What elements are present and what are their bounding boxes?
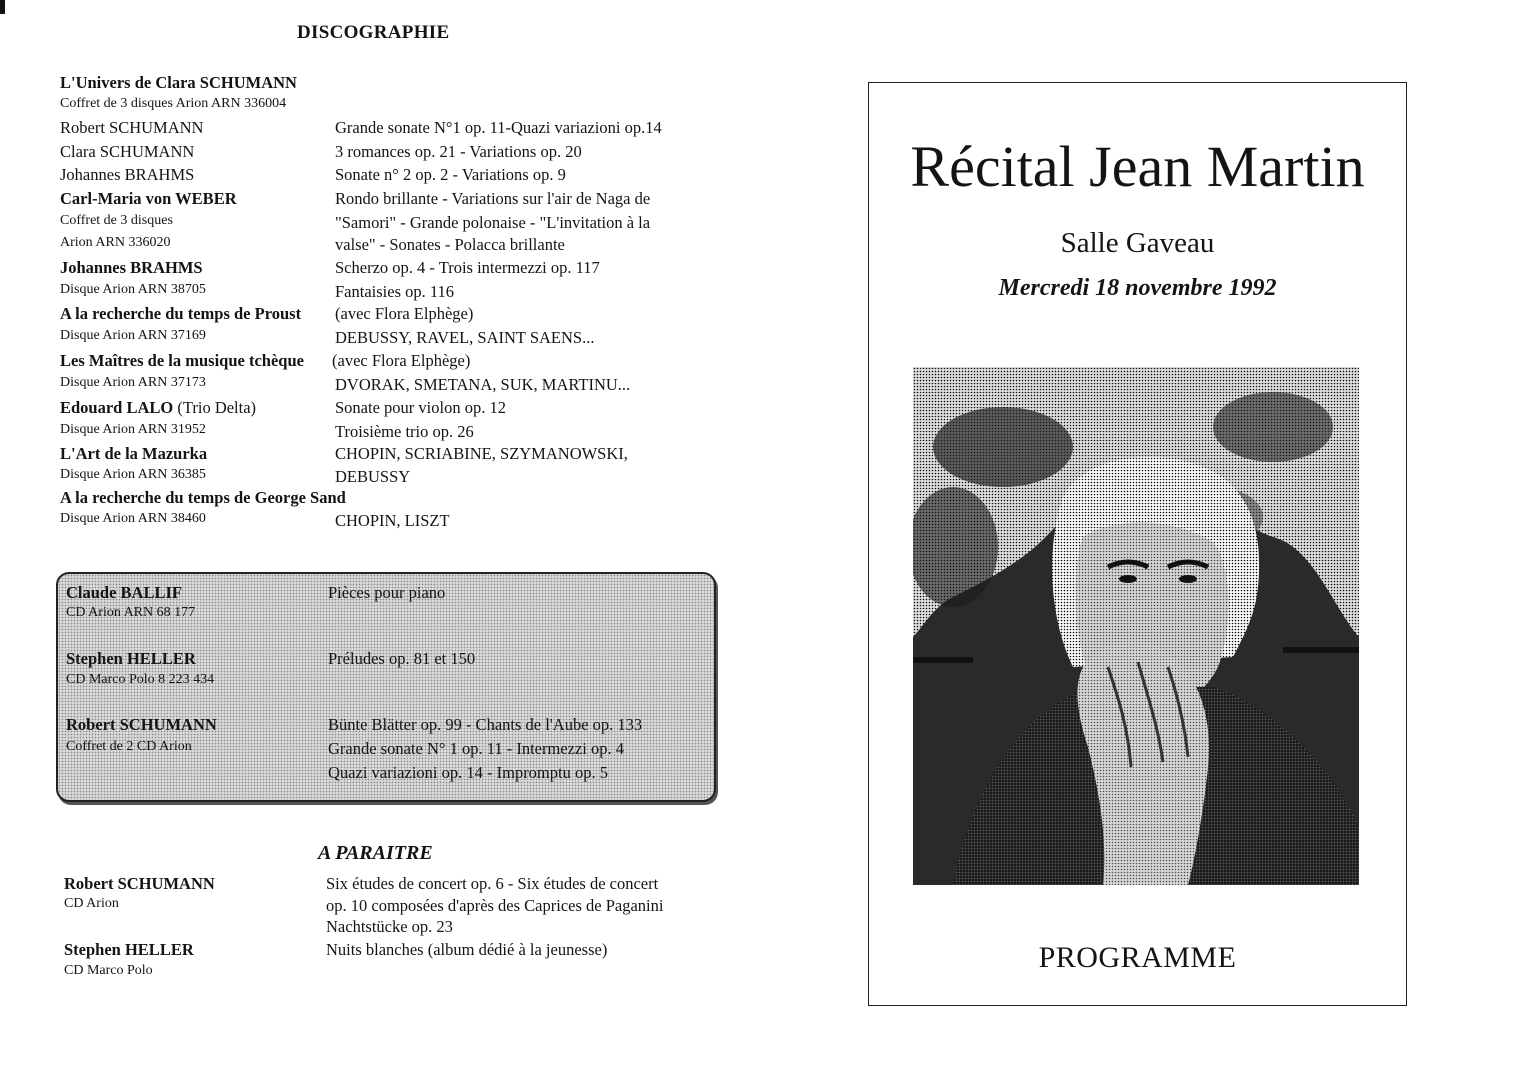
box-works: Bünte Blätter op. 99 - Chants de l'Aube op. 133	[328, 715, 643, 734]
upcoming-works: Six études de concert op. 6 - Six études de concert	[326, 874, 659, 893]
disco-row	[0, 351, 760, 373]
disco-row	[0, 73, 760, 95]
disco-album-ref: Disque Arion ARN 38705	[60, 282, 206, 297]
box-row	[58, 605, 714, 627]
upcoming-row	[0, 896, 760, 918]
disco-row	[0, 235, 760, 257]
disco-composer: Clara SCHUMANN	[60, 142, 195, 161]
box-ref: Coffret de 2 CD Arion	[66, 739, 192, 754]
disco-works: Sonate pour violon op. 12	[335, 398, 506, 417]
disco-works: CHOPIN, LISZT	[335, 511, 450, 530]
box-row	[58, 715, 714, 737]
box-row	[58, 583, 714, 605]
disco-works: valse" - Sonates - Polacca brillante	[335, 235, 565, 254]
box-row	[58, 649, 714, 671]
disco-works: (avec Flora Elphège)	[335, 304, 474, 323]
disco-album-title: L'Univers de Clara SCHUMANN	[60, 73, 297, 92]
upcoming-works: Nuits blanches (album dédié à la jeunesse)	[326, 940, 608, 959]
box-works: Grande sonate N° 1 op. 11 - Intermezzi op. 4	[328, 739, 625, 758]
scan-edge-mark	[0, 0, 5, 14]
disco-album-title: Les Maîtres de la musique tchèque	[60, 351, 304, 370]
recital-title: Récital Jean Martin	[910, 134, 1365, 199]
box-composer: Robert SCHUMANN	[66, 715, 217, 734]
disco-album-title: A la recherche du temps de George Sand	[60, 488, 346, 507]
disco-album-title: Edouard LALO (Trio Delta)	[60, 398, 257, 417]
upcoming-row	[0, 874, 760, 896]
disco-works: Sonate n° 2 op. 2 - Variations op. 9	[335, 165, 566, 184]
disco-row	[0, 422, 760, 444]
disco-album-ref: Disque Arion ARN 31952	[60, 422, 206, 437]
disco-row	[0, 258, 760, 280]
venue: Salle Gaveau	[1060, 227, 1215, 259]
disco-works: (avec Flora Elphège)	[332, 351, 471, 370]
disco-works: Fantaisies op. 116	[335, 282, 455, 301]
disco-row	[0, 142, 760, 164]
disco-album-ref: Disque Arion ARN 37169	[60, 328, 206, 343]
disco-works: Grande sonate N°1 op. 11-Quazi variazioni op.14	[335, 118, 662, 137]
portrait-illustration	[913, 367, 1359, 885]
disco-row	[0, 398, 760, 420]
box-row	[58, 739, 714, 761]
disco-album-title: Johannes BRAHMS	[60, 258, 203, 277]
disco-row	[0, 328, 760, 350]
disco-album-title: L'Art de la Mazurka	[60, 444, 208, 463]
disco-row	[0, 444, 760, 466]
recent-releases-box	[56, 572, 716, 802]
box-composer: Stephen HELLER	[66, 649, 196, 668]
upcoming-row	[0, 940, 760, 962]
disco-works: DEBUSSY	[335, 467, 411, 486]
disco-album-ref: Disque Arion ARN 37173	[60, 375, 206, 390]
box-works: Pièces pour piano	[328, 583, 446, 602]
upcoming-title: A PARAITRE	[318, 842, 433, 864]
box-works: Préludes op. 81 et 150	[328, 649, 476, 668]
upcoming-label: CD Marco Polo	[64, 963, 153, 978]
disco-album-title: A la recherche du temps de Proust	[60, 304, 302, 323]
disco-row	[0, 189, 760, 211]
disco-album-ref: Disque Arion ARN 36385	[60, 467, 206, 482]
disco-works: Troisième trio op. 26	[335, 422, 474, 441]
discography-title: DISCOGRAPHIE	[297, 22, 450, 43]
box-row	[58, 672, 714, 694]
disco-album-ref: Coffret de 3 disques	[60, 213, 173, 228]
disco-composer: Johannes BRAHMS	[60, 165, 195, 184]
disco-ensemble: (Trio Delta)	[173, 398, 257, 417]
disco-works: Scherzo op. 4 - Trois intermezzi op. 117	[335, 258, 600, 277]
disco-row	[0, 488, 760, 510]
upcoming-row	[0, 963, 760, 985]
concert-date: Mercredi 18 novembre 1992	[998, 275, 1277, 301]
disco-album-title: Carl-Maria von WEBER	[60, 189, 237, 208]
disco-row	[0, 165, 760, 187]
disco-album-ref: Coffret de 3 disques Arion ARN 336004	[60, 96, 287, 111]
disco-composer: Robert SCHUMANN	[60, 118, 204, 137]
box-works: Quazi variazioni op. 14 - Impromptu op. 5	[328, 763, 608, 782]
disco-album-ref: Disque Arion ARN 38460	[60, 511, 206, 526]
disco-works: CHOPIN, SCRIABINE, SZYMANOWSKI,	[335, 444, 628, 463]
disco-row	[0, 282, 760, 304]
upcoming-works: op. 10 composées d'après des Caprices de Paganini	[326, 896, 664, 915]
box-ref: CD Marco Polo 8 223 434	[66, 672, 215, 687]
cover-frame	[868, 82, 1407, 1006]
disco-works: Rondo brillante - Variations sur l'air de Naga de	[335, 189, 651, 208]
upcoming-composer: Stephen HELLER	[64, 940, 194, 959]
disco-row	[0, 375, 760, 397]
disco-works: 3 romances op. 21 - Variations op. 20	[335, 142, 582, 161]
disco-row	[0, 118, 760, 140]
pianist-portrait	[913, 367, 1359, 885]
disco-row	[0, 304, 760, 326]
box-composer: Claude BALLIF	[66, 583, 182, 602]
disco-works: DEBUSSY, RAVEL, SAINT SAENS...	[335, 328, 595, 347]
disco-row	[0, 467, 760, 489]
upcoming-label: CD Arion	[64, 896, 119, 911]
disco-works: DVORAK, SMETANA, SUK, MARTINU...	[335, 375, 631, 394]
disco-album-ref: Arion ARN 336020	[60, 235, 171, 250]
disco-works: "Samori" - Grande polonaise - "L'invitation à la	[335, 213, 651, 232]
disco-row	[0, 511, 760, 533]
upcoming-composer: Robert SCHUMANN	[64, 874, 215, 893]
box-row	[58, 763, 714, 785]
programme-label: PROGRAMME	[1038, 941, 1237, 974]
disco-row	[0, 213, 760, 235]
disco-row	[0, 96, 760, 118]
upcoming-row	[0, 917, 760, 939]
box-ref: CD Arion ARN 68 177	[66, 605, 196, 620]
upcoming-works: Nachtstücke op. 23	[326, 917, 453, 936]
